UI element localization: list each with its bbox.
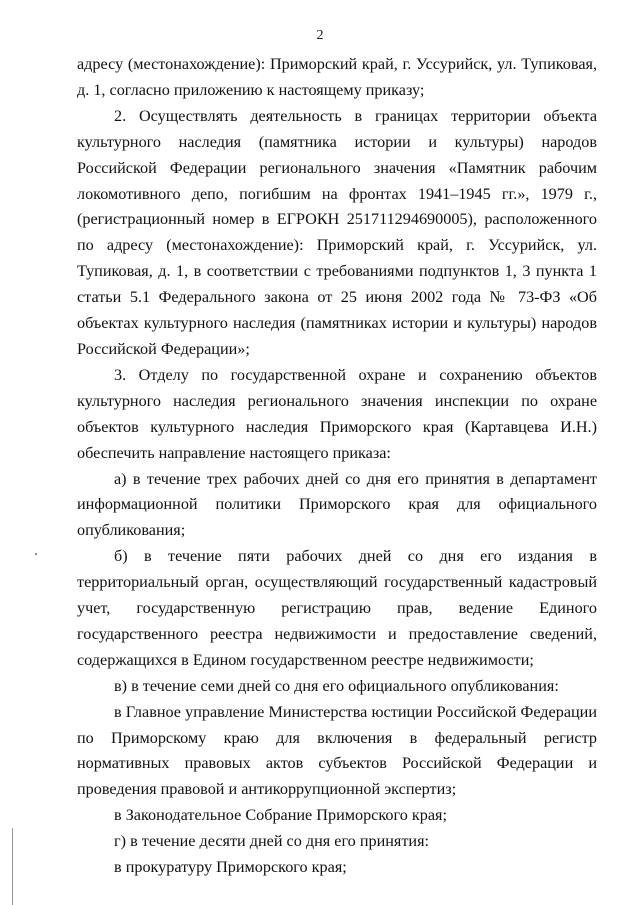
paragraph-address-continuation: адресу (местонахождение): Приморский край, г. Уссурийск, ул. Тупиковая, д. 1, согласно приложению к настоящему приказу; bbox=[77, 55, 597, 99]
document-body bbox=[77, 52, 597, 881]
paragraph-subitem-b: б) в течение пяти рабочих дней со дня его издания в территориальный орган, осуществляющий государственный кадастровый учет, государственную регистрацию прав, ведение Единого государственного реестра недвижимости и предоставление сведений, содержащихся в Едином государственном реестре недвижимости; bbox=[77, 547, 597, 669]
paragraph-subitem-v: в) в течение семи дней со дня его официального опубликования: bbox=[114, 676, 559, 695]
paragraph-item-2: 2. Осуществлять деятельность в границах территории объекта культурного наследия (памятника истории и культуры) народов Российской Федерации регионального значения «Памятник рабочим локомотивного депо, погибшим на фронтах 1941–1945 гг.», 1979 г., (регистрационный номер в ЕГРОКН 251711294690005), расположенного по адресу (местонахождение): Приморский край, г. Уссурийск, ул. Тупиковая, д. 1, в соответствии с требованиями подпунктов 1, 3 пункта 1 статьи 5.1 Федерального закона от 25 июня 2002 года № 73-ФЗ «Об объектах культурного наследия (памятниках истории и культуры) народов Российской Федерации»; bbox=[77, 106, 597, 358]
paragraph-item-3: 3. Отделу по государственной охране и сохранению объектов культурного наследия регионального значения инспекции по охране объектов культурного наследия Приморского края (Картавцева И.Н.) обеспечить направление настоящего приказа: bbox=[77, 365, 597, 462]
page-number: 2 bbox=[316, 28, 324, 43]
paragraph-subitem-g: г) в течение десяти дней со дня его принятия: bbox=[114, 832, 430, 851]
paragraph-prosecutor: в прокуратуру Приморского края; bbox=[114, 858, 347, 877]
paragraph-ministry-justice: в Главное управление Министерства юстиции Российской Федерации по Приморскому краю для включения в федеральный регистр нормативных правовых актов субъектов Российской Федерации и проведения правовой и антикоррупционной экспертиз; bbox=[77, 702, 597, 799]
paragraph-subitem-a: а) в течение трех рабочих дней со дня его принятия в департамент информационной политики Приморского края для официального опубликования; bbox=[77, 469, 597, 540]
scan-artifact-dot bbox=[35, 553, 37, 555]
scan-artifact-edge bbox=[12, 828, 13, 905]
paragraph-legislative-assembly: в Законодательное Собрание Приморского края; bbox=[114, 806, 447, 825]
